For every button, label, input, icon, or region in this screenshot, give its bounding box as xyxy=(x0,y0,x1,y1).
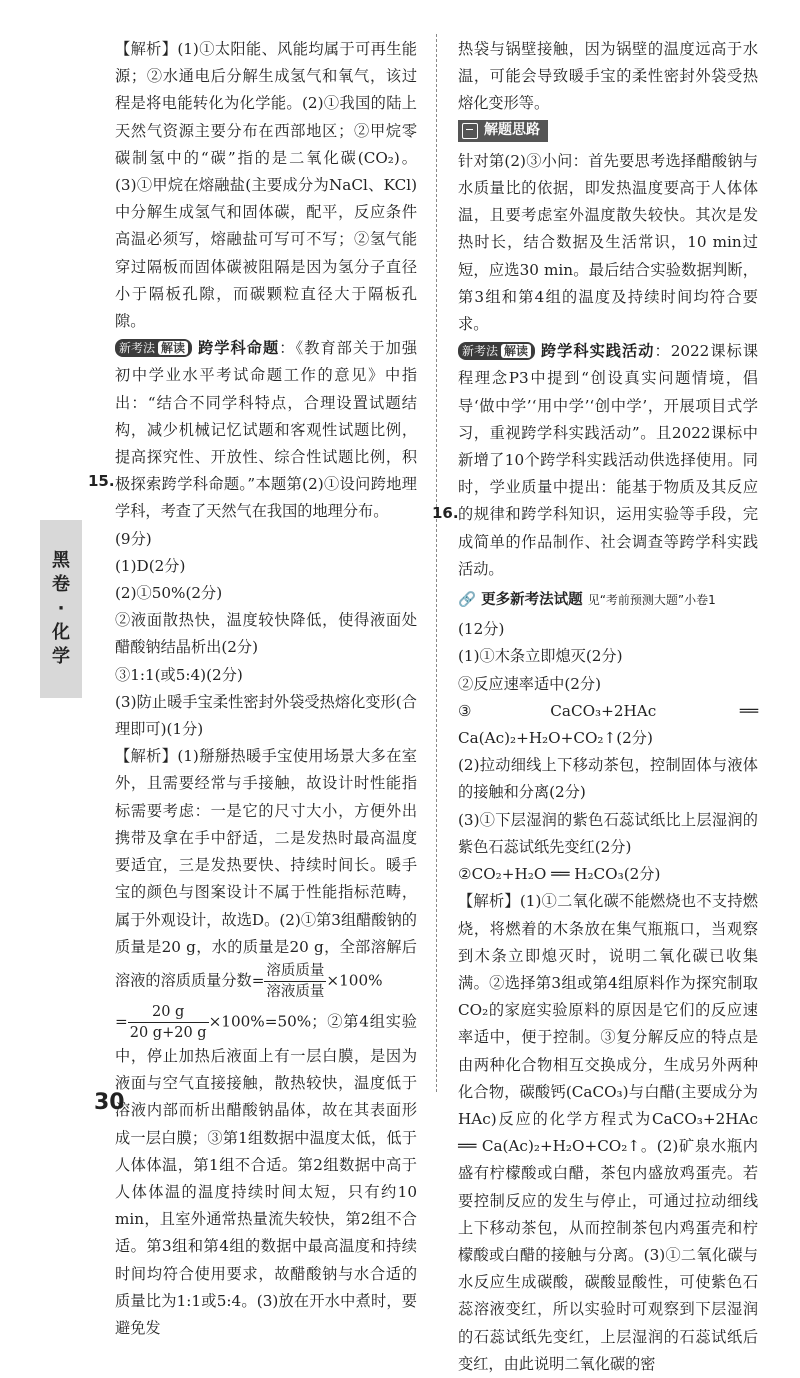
link-icon: 🔗 xyxy=(458,592,477,609)
cross-subject-text: ：《教育部关于加强初中学业水平考试命题工作的意见》中指出：“结合不同学科特点，合理设置试题结构，减少机械记忆试题和客观性试题比例，提高探究性、开放性、综合性试题比例，积极探索跨学科命题。”本题第(2)①设问跨地理学科，考查了天然气在我国的地理分布。 xyxy=(115,339,418,521)
practice-title: 跨学科实践活动 xyxy=(540,342,655,361)
question-16-number: 16. xyxy=(432,504,459,522)
edit-icon xyxy=(462,123,478,139)
q16-answer-6: ②CO₂+H₂O ══ H₂CO₃(2分) xyxy=(458,865,661,884)
page-number: 30 xyxy=(94,1090,125,1115)
fraction-calculation: $\frac{20 g}{20 g+20 g}$ xyxy=(129,1003,207,1041)
analysis-16: 【解析】(1)①二氧化碳不能燃烧也不支持燃烧，将燃着的木条放在集气瓶瓶口，当观察到木条立即熄灭时，说明二氧化碳已收集满。②选择第3组或第4组原料作为探究制取CO₂的家庭实验原料的原因是它们的反应速率适中，便于控制。③复分解反应的特点是由两种化合物相互交换成分，生成另外两种化合物，碳酸钙(CaCO₃)与白醋(主要成分为HAc)反应的化学方程式为CaCO₃+2HAc ══ Ca(Ac)₂+H₂O+CO₂↑。(2)矿泉水瓶内盛有柠檬酸或白醋，茶包内盛放鸡蛋壳。若要控制反应的发生与停止，可通过拉动细线上下移动茶包，从而控制茶包内鸡蛋壳和柠檬酸或白醋的接触与分离。(3)①二氧化碳与水反应生成碳酸，碳酸显酸性，可使紫色石蕊溶液变红，所以实验时可观察到下层湿润的石蕊试纸先变红，上层湿润的石蕊试纸后变红，由此说明二氧化碳的密 xyxy=(458,892,758,1373)
more-questions-link[interactable]: 🔗 更多新考法试题 见“考前预测大题”小卷1 xyxy=(458,592,716,609)
new-method-tag: 新考法 解读 xyxy=(115,339,192,357)
right-column xyxy=(458,36,758,1378)
q15-answer-4: ③1:1(或5:4)(2分) xyxy=(115,665,243,684)
q15-score: (9分) xyxy=(115,529,152,548)
question-15-number: 15. xyxy=(88,472,115,490)
analysis-15: 【解析】(1)掰掰热暖手宝使用场景大多在室外，且需要经常与手接触，故设计时性能指标需要考虑：一是它的尺寸大小，方便外出携带及拿在手中舒适，二是发热时最高温度要适宜，三是发热要快、持续时间长。暖手宝的颜色与图案设计不属于性能指标范畴，属于外观设计，故选D。(2)①第3组醋酸钠的质量是20 g，水的质量是20 g，全部溶解后溶液的溶质质量分数= $\frac{\text{溶质质量}}{\text{溶液质量}}$ ×100% = $\frac{20 g}{20 g+20 g}$ ×100%=50%；②第4组实验中，停止加热后液面上有一层白膜，是因为液面与空气直接接触，散热较快，温度低于溶液内部而析出醋酸钠晶体，故在其表面形成一层白膜；③第1组数据中温度太低，低于人体体温，第1组不合适。第2组数据中高于人体体温的温度持续时间太短，只有约10 min，且室外通常热量流失较快，第2组不合适。第3组和第4组的数据中最高温度和持续时间均符合使用要求，故醋酸钠与水合适的质量比为1:1或5:4。(3)放在开水中煮时，要避免发 xyxy=(115,747,417,1337)
analysis-14: 【解析】(1)①太阳能、风能均属于可再生能源；②水通电后分解生成氢气和氧气，该过程是将电能转化为化学能。(2)①我国的陆上天然气资源主要分布在西部地区；②甲烷零碳制氢中的“碳”指的是二氧化碳(CO₂)。(3)①甲烷在熔融盐(主要成分为NaCl、KCl)中分解生成氢气和固体碳，配平，反应条件高温必须写，熔融盐可写可不写；②氢气能穿过隔板而固体碳被阻隔是因为氢分子直径小于隔板孔隙，而碳颗粒直径大于隔板孔隙。 xyxy=(115,40,417,331)
practice-note xyxy=(458,338,758,583)
q16-answer-4: (2)拉动细线上下移动茶包，控制固体与液体的接触和分离(2分) xyxy=(458,756,758,802)
cross-subject-note xyxy=(115,335,417,525)
q16-answer-3: ③CaCO₃+2HAc ══ Ca(Ac)₂+H₂O+CO₂↑(2分) xyxy=(458,701,758,748)
solution-thinking-text: 针对第(2)③小问：首先要思考选择醋酸钠与水质量比的依据，即发热温度要高于人体体温，且要考虑室外温度散失较快。其次是发热时长，结合数据及生活常识，10 min过短，应选30 min。最后结合实验数据判断，第3组和第4组的温度及持续时间均符合要求。 xyxy=(458,151,758,334)
q16-score: (12分) xyxy=(458,620,505,639)
practice-text: ：2022课标课程理念P3中提到“创设真实问题情境，倡导‘做中学’‘用中学’‘创中学’，开展项目式学习，重视跨学科实践活动”。且2022课标中新增了10个跨学科实践活动供选择使用。同时，学业质量中提出：能基于物质及其反应的规律和跨学科知识，运用实验等手段，完成简单的作品制作、社会调查等跨学科实践活动。 xyxy=(458,342,759,578)
fraction-mass-ratio: $\frac{\text{溶质质量}}{\text{溶液质量}}$ xyxy=(266,962,325,1000)
new-method-tag-2: 新考法 解读 xyxy=(458,342,535,360)
q16-answer-5: (3)①下层湿润的紫色石蕊试纸比上层湿润的紫色石蕊试纸先变红(2分) xyxy=(458,810,758,856)
q16-answer-1: (1)①木条立即熄灭(2分) xyxy=(458,647,623,666)
q15-answer-3: ②液面散热快，温度较快降低，使得液面处醋酸钠结晶析出(2分) xyxy=(115,611,417,657)
cross-subject-title: 跨学科命题 xyxy=(197,339,280,358)
q16-answer-2: ②反应速率适中(2分) xyxy=(458,674,602,693)
column-divider xyxy=(436,34,437,1092)
analysis-15-continued: 热袋与锅壁接触，因为锅壁的温度远高于水温，可能会导致暖手宝的柔性密封外袋受热熔化变形等。 xyxy=(458,40,758,113)
side-tab: 黑 卷 · 化 学 xyxy=(40,520,82,698)
left-column xyxy=(115,36,417,1342)
q15-answer-2: (2)①50%(2分) xyxy=(115,584,223,603)
q15-answer-1: (1)D(2分) xyxy=(115,556,186,575)
solution-thinking-header: 解题思路 xyxy=(458,120,548,142)
q15-answer-5: (3)防止暖手宝柔性密封外袋受热熔化变形(合理即可)(1分) xyxy=(115,692,417,739)
